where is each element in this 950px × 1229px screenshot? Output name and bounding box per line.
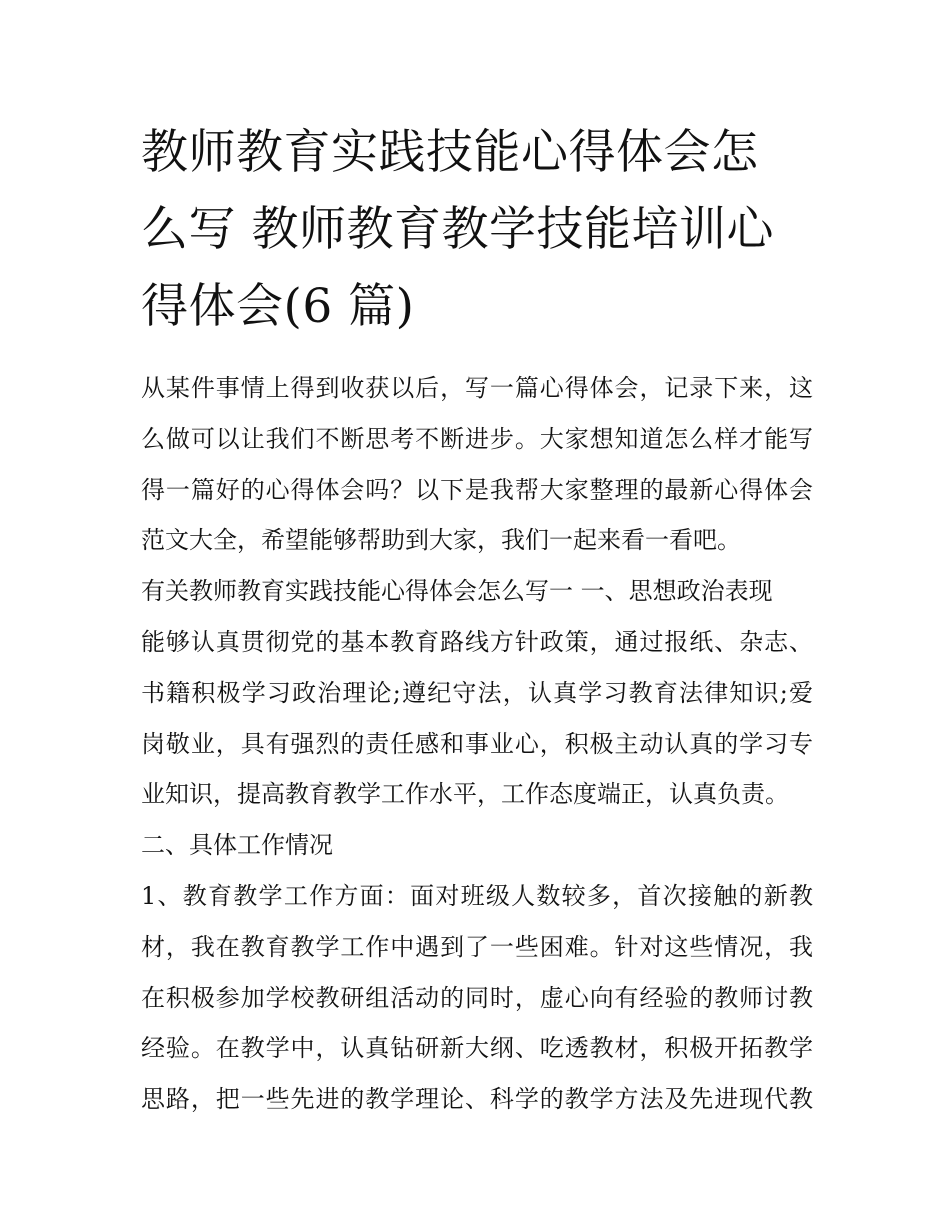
- text-line: 有关教师教育实践技能心得体会怎么写一 一、思想政治表现: [141, 577, 773, 606]
- work-situation-heading: [141, 820, 813, 871]
- text-line: 思路，把一些先进的教学理论、科学的教学方法及先进现代教: [141, 1085, 813, 1114]
- title-line: 么写 教师教育教学技能培训心: [141, 202, 774, 257]
- text-line: 1、教育教学工作方面：面对班级人数较多，首次接触的新教: [141, 881, 813, 910]
- text-line: 材，我在教育教学工作中遇到了一些困难。针对这些情况，我: [141, 932, 813, 961]
- teaching-work-paragraph: [141, 871, 813, 1125]
- political-performance-paragraph: [141, 617, 813, 820]
- document-title: [141, 114, 813, 345]
- text-line: 能够认真贯彻党的基本教育路线方针政策，通过报纸、杂志、: [141, 627, 813, 656]
- section-heading-paragraph: [141, 566, 813, 617]
- text-line: 在积极参加学校教研组活动的同时，虚心向有经验的教师讨教: [141, 983, 813, 1012]
- title-line: 教师教育实践技能心得体会怎: [141, 125, 759, 180]
- text-line: 经验。在教学中，认真钻研新大纲、吃透教材，积极开拓教学: [141, 1034, 813, 1063]
- text-line: 书籍积极学习政治理论;遵纪守法，认真学习教育法律知识;爱: [141, 678, 813, 707]
- text-line: 从某件事情上得到收获以后，写一篇心得体会，记录下来，这: [141, 374, 813, 402]
- text-line: 业知识，提高教育教学工作水平，工作态度端正，认真负责。: [141, 780, 789, 809]
- document-body: [141, 363, 813, 1125]
- intro-paragraph: [141, 363, 813, 566]
- text-line: 得一篇好的心得体会吗？以下是我帮大家整理的最新心得体会: [141, 475, 813, 504]
- document-page: [141, 114, 813, 1125]
- title-line: 得体会(6 篇): [141, 279, 415, 334]
- text-line: 二、具体工作情况: [141, 831, 333, 860]
- text-line: 么做可以让我们不断思考不断进步。大家想知道怎么样才能写: [141, 424, 813, 453]
- text-line: 岗敬业，具有强烈的责任感和事业心，积极主动认真的学习专: [141, 729, 813, 758]
- text-line: 范文大全，希望能够帮助到大家，我们一起来看一看吧。: [141, 526, 741, 555]
